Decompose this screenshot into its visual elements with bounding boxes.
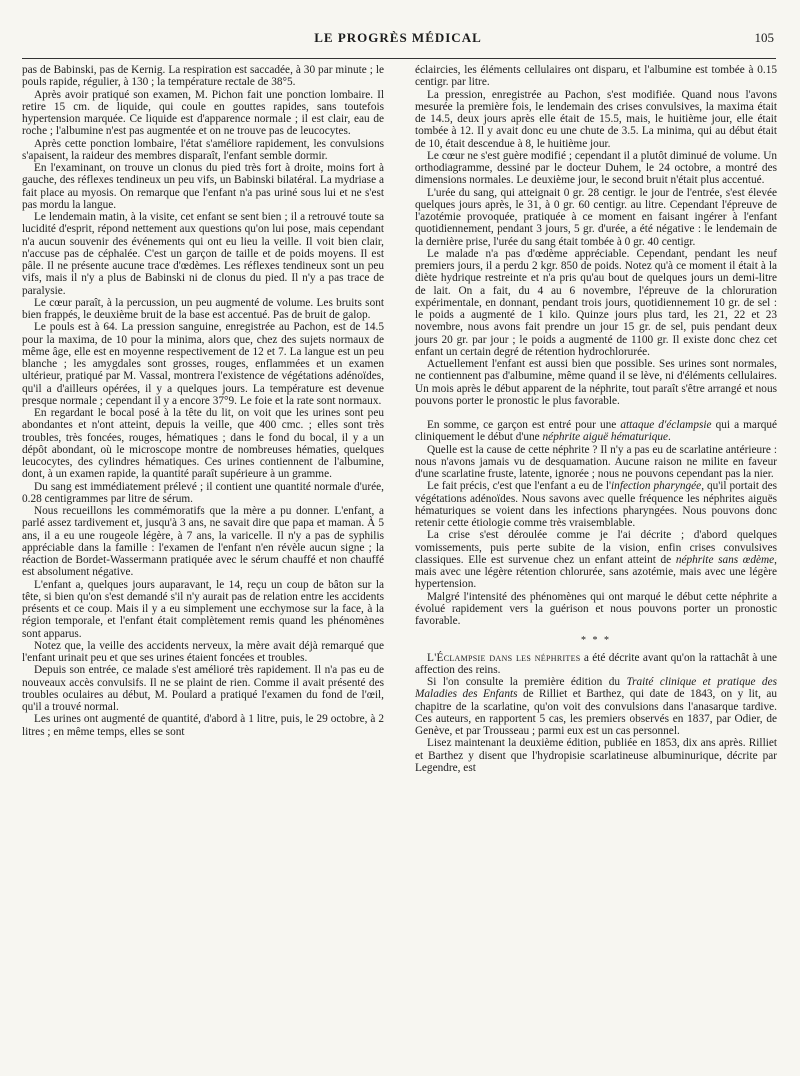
rilliet-paragraph <box>415 676 777 737</box>
paragraph: Actuellement l'enfant est aussi bien que possible. Ses urines sont normales, ne contiennent pas d'albumine, même quand il se lève, ni d'éléments cellulaires. Un mois après le début apparent de la néphrite, tout paraît s'être arrangé et nous pouvons porter le pronostic le plus favorable. <box>415 358 777 407</box>
text-run: Le fait précis, c'est que l'enfant a eu de l' <box>427 480 612 493</box>
text-run: de Rilliet et Barthez, qui date de 1843, on y lit, au chapitre de la scarlatine, qu'on voit des convulsions dans l'anasarque tardive. Ces auteurs, en rapportent 5 cas, les premiers observés en 1837, par Odier, de Genève, et par Trousseau ; parmi eux est un cas personnel. <box>415 688 777 737</box>
italic-term: infection pharyngée <box>611 480 702 493</box>
crisis-paragraph <box>415 529 777 590</box>
section-separator: * * * <box>581 635 611 647</box>
prognosis-paragraph: Malgré l'intensité des phénomènes qui ont marqué le début cette néphrite a évolué rapidement vers la guérison et nous pouvons porter un pronostic favorable. <box>415 590 777 627</box>
paragraph: Depuis son entrée, ce malade s'est amélioré très rapidement. Il n'a pas eu de nouveaux accès convulsifs. Il ne se plaint de rien. Comme il avait présenté des troubles oculaires au début, M. Poulard a pratiqué l'examen du fond de l'œil, qu'il a trouvé normal. <box>22 664 384 713</box>
last-paragraph: Lisez maintenant la deuxième édition, publiée en 1853, dix ans après. Rilliet et Barthez y disent que l'hydropisie scarlatineuse albuminurique, décrite par Legendre, est <box>415 737 777 774</box>
italic-book-title: Traité clinique et pratique des Maladies des Enfants <box>415 676 777 701</box>
italic-term: néphrite sans œdème <box>675 553 775 566</box>
paragraph: La pression, enregistrée au Pachon, s'est modifiée. Quand nous l'avons mesurée la première fois, le lendemain des crises convulsives, la maxima était de 14.5, deux jours après elle était de 15.5, mais, le huitième jour, elle était tombée à 12. Il y avait donc eu une chute de 3.5. La minima, qui au début était de 10, était descendue à 8, le huitième jour. <box>415 88 777 150</box>
text-run: La crise s'est déroulée comme je l'ai décrite ; d'abord quelques vomissements, puis perte subite de la vision, enfin crises convulsives classiques. Elle est survenue chez un enfant atteint de <box>415 529 777 566</box>
text-run: . <box>668 431 671 444</box>
paragraph: Le malade n'a pas d'œdème appréciable. Cependant, pendant les neuf premiers jours, il a perdu 2 kgr. 850 de poids. Notez qu'à ce moment il était à la diète hydrique restreinte et n'a pris qu'au bout de quelques jours un demi-litre de lait. On a fait, du 4 au 6 novembre, l'épreuve de la chloruration expérimentale, en donnant, pendant trois jours, quotidiennement 10 gr. de sel : le poids a augmenté de 1 kilo. Quinze jours plus tard, les 21, 22 et 23 novembre, nous avons fait prendre un jour 15 gr. de sel, puis pendant deux jours 20 gr. par jour ; le poids a augmenté de 1100 gr. Il existe donc chez cet enfant un certain degré de rétention hydrochlorurée. <box>415 247 777 358</box>
paragraph: L'enfant a, quelques jours auparavant, le 14, reçu un coup de bâton sur la tête, si bien qu'on s'est demandé s'il n'y aurait pas de relation entre les accidents présents et ce coup. Mais il y a eu simplement une ecchymose sur la face, à la région temporale, et l'enfant était complètement remis quand les phénomènes sont apparus. <box>22 578 384 640</box>
page-header <box>22 30 774 52</box>
text-run: a été décrite avant qu'on la rattachât à une affection des reins. <box>415 651 777 676</box>
text-run: Si l'on consulte la première édition du <box>427 676 627 688</box>
summary-paragraph <box>415 419 777 444</box>
paragraph: Le pouls est à 64. La pression sanguine, enregistrée au Pachon, est de 14.5 pour la maxima, de 10 pour la minima, alors que, chez des sujets normaux de même âge, elle est en moyenne respectivement de 12 et 7. La langue est un peu blanche ; les amygdales sont grosses, rouges, enflammées et un examen ultérieur, pratiqué par M. Vassal, montrera l'existence de végétations adénoïdes, qu'il a d'ailleurs opérées, il y a quelques jours. La température est devenue presque normale ; cependant il y a encore 37°9. Le foie et la rate sont normaux. <box>22 321 384 407</box>
paragraph: Après cette ponction lombaire, l'état s'améliore rapidement, les convulsions s'apaisent, la raideur des membres disparaît, l'enfant semble dormir. <box>22 137 384 162</box>
paragraph: Nous recueillons les commémoratifs que la mère a pu donner. L'enfant, a parlé assez tardivement et, jusqu'à 3 ans, ne savait dire que papa et maman. À 5 ans, il a eu une rougeole légère, à 7 ans, la varicelle. Il n'y a pas de syphilis appréciable dans la famille : l'examen de l'enfant n'en révèle aucun signe ; la réaction de Bordet-Wassermann pratiquée avec le sérum chauffé et non chauffé est absolument négative. <box>22 505 384 579</box>
paragraph: éclaircies, les éléments cellulaires ont disparu, et l'albumine est tombée à 0.15 centigr. par litre. <box>415 64 777 89</box>
eclampsia-paragraph <box>415 652 777 677</box>
text-run: En somme, ce garçon est entré pour une <box>427 419 621 431</box>
fact-paragraph <box>415 480 777 529</box>
paragraph: En regardant le bocal posé à la tête du lit, on voit que les urines sont peu abondantes et n'ont atteint, depuis la veille, que 400 cmc. ; elles sont très troubles, très foncées, rouges, hématiques ; dans le fond du bocal, il y a un dépôt abondant, où le microscope montre de nombreuses hématies, quelques leucocytes, des cylindres hématiques. Ces urines contiennent de l'albumine, dont, à un examen rapide, la quantité paraît supérieure à un gramme. <box>22 407 384 481</box>
cause-paragraph: Quelle est la cause de cette néphrite ? Il n'y a pas eu de scarlatine antérieure : nous n'avons jamais vu de desquamation. Aucune raison ne milite en faveur d'une scarlatine fruste, latente, ignorée ; nous ne pouvons cependant pas la nier. <box>415 443 777 480</box>
journal-title: LE PROGRÈS MÉDICAL <box>314 30 482 45</box>
italic-term: attaque d'éclampsie <box>620 419 712 431</box>
paragraph: Le cœur ne s'est guère modifié ; cependant il a plutôt diminué de volume. Un orthodiagramme, dessiné par le docteur Duhem, le 24 octobre, a montré des dimensions normales. Le deuxième jour, le second bruit n'était plus accentué. <box>415 149 777 187</box>
text-run: qui a marqué cliniquement le début d'une <box>415 419 778 444</box>
paragraph: Le cœur paraît, à la percussion, un peu augmenté de volume. Les bruits sont bien frappés, le deuxième bruit de la base est accentué. Pas de bruit de galop. <box>22 296 384 321</box>
italic-term: néphrite aiguë hématurique <box>542 431 669 444</box>
paragraph: Après avoir pratiqué son examen, M. Pichon fait une ponction lombaire. Il retire 15 cm. de liquide, qui coule en gouttes rapides, sans toutefois hypertension marquée. Ce liquide est d'apparence normale ; il est clair, eau de roche ; l'albumine n'est pas augmentée et on ne trouve pas de leucocytes. <box>22 88 384 138</box>
smallcaps-heading: L'Éclampsie dans les néphrites <box>427 651 581 664</box>
left-column <box>22 64 384 738</box>
paragraph: En l'examinant, on trouve un clonus du pied très fort à droite, moins fort à gauche, des réflexes tendineux un peu vifs, un Babinski bilatéral. La mydriase a fait place au myosis. On remarque que l'enfant n'a pas uriné sous lui et ne s'est pas mordu la langue. <box>22 162 384 211</box>
paragraph: pas de Babinski, pas de Kernig. La respiration est saccadée, à 30 par minute ; le pouls rapide, régulier, à 130 ; la température rectale de 38°5. <box>22 64 384 89</box>
right-column <box>415 64 777 774</box>
paragraph: Les urines ont augmenté de quantité, d'abord à 1 litre, puis, le 29 octobre, à 2 litres ; en même temps, elles se sont <box>22 713 384 738</box>
paragraph: L'urée du sang, qui atteignait 0 gr. 28 centigr. le jour de l'entrée, s'est élevée quelques jours après, le 31, à 0 gr. 60 centigr. au litre. Cependant l'épreuve de l'azotémie provoquée, pratiquée à ce moment en faisant ingérer à l'enfant quotidiennement, pendant 3 jours, 5 gr. d'urée, a été négative : le lendemain de la dernière prise, l'urée du sang était tombée à 0 gr. 40 centigr. <box>415 186 777 248</box>
header-rule <box>22 58 776 59</box>
text-run: , qu'il portait des végétations adénoïdes. Nous savons avec quelle fréquence les néphrites aiguës hématuriques se voient dans les infections pharyngées. Nous pouvons donc retenir cette étiologie comme très vraisemblable. <box>415 480 777 529</box>
text-run: , mais avec une légère rétention chlorurée, sans azotémie, mais avec une légère hypertension. <box>415 553 777 591</box>
paragraph: Du sang est immédiatement prélevé ; il contient une quantité normale d'urée, 0.28 centigrammes par litre de sérum. <box>22 480 384 505</box>
page-number: 105 <box>754 30 774 45</box>
paragraph: Le lendemain matin, à la visite, cet enfant se sent bien ; il a retrouvé toute sa lucidité d'esprit, répond nettement aux questions qu'on lui pose, mais cependant n'a aucun souvenir des événements qui ont eu lieu la veille. Il voit bien clair, n'accuse pas de céphalée. C'est un garçon de taille et de poids moyens. Il est pâle. Il ne présente aucune trace d'œdèmes. Les réflexes tendineux sont un peu vifs, mais il n'y a plus de Babinski ni de clonus du pied. Il n'y a pas trace de paralysie. <box>22 211 384 297</box>
paragraph: Notez que, la veille des accidents nerveux, la mère avait déjà remarqué que l'enfant urinait peu et que ses urines étaient foncées et troubles. <box>22 639 384 664</box>
